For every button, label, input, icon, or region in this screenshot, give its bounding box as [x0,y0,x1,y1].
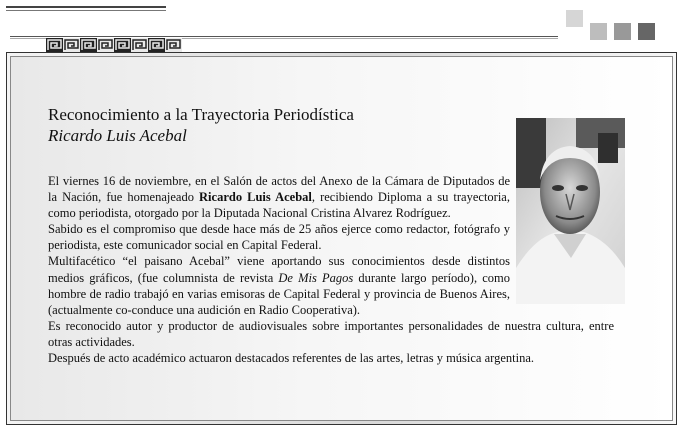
greek-key-icon [148,38,165,52]
square-dark [614,23,631,40]
square-darkest [638,23,655,40]
paragraph: Es reconocido autor y productor de audiovisuales sobre importantes personalidades de nuestra cultura, entre otras actividades. [48,318,614,349]
article-subtitle: Ricardo Luis Acebal [48,126,187,145]
header-rule [10,36,558,37]
greek-key-icon [97,38,114,52]
greek-key-icon [80,38,97,52]
top-rule [6,6,166,8]
paragraph: Sabido es el compromiso que desde hace más de 25 años ejerce como redactor, fotógrafo y periodista, este comunicador social en Capital Federal. [48,222,510,253]
greek-key-border [46,38,186,52]
greek-key-icon [63,38,80,52]
paragraph: Multifacético “el paisano Acebal” viene aportando sus conocimientos desde distintos medios gráficos, (fue columnista de revista De Mis Pagos durante largo período), como hombre de radio trabajó en varias emisoras de Capital Federal y provincia de Buenos Aires, (actualmente co-conduce una audición en Radio Cooperativa). [48,254,510,317]
greek-key-icon [165,38,182,52]
greek-key-icon [46,38,63,52]
decorative-squares [566,10,661,45]
greek-key-icon [131,38,148,52]
top-rule-thin [6,10,166,11]
magazine-name: De Mis Pagos [278,270,354,285]
square-mid [590,23,607,40]
square-light [566,10,583,27]
honoree-name: Ricardo Luis Acebal [199,190,312,205]
article-body [48,173,614,366]
greek-key-icon [114,38,131,52]
paragraph: El viernes 16 de noviembre, en el Salón de actos del Anexo de la Cámara de Diputados de la Nación, fue homenajeado Ricardo Luis Acebal, recibiendo Diploma a su trayectoria, como periodista, otorgado por la Diputada Nacional Cristina Alvarez Rodríguez. [48,174,510,221]
article-title: Reconocimiento a la Trayectoria Periodística [48,105,354,124]
photo-wrap-space [510,173,614,311]
paragraph: Después de acto académico actuaron destacados referentes de las artes, letras y música argentina. [48,351,535,366]
